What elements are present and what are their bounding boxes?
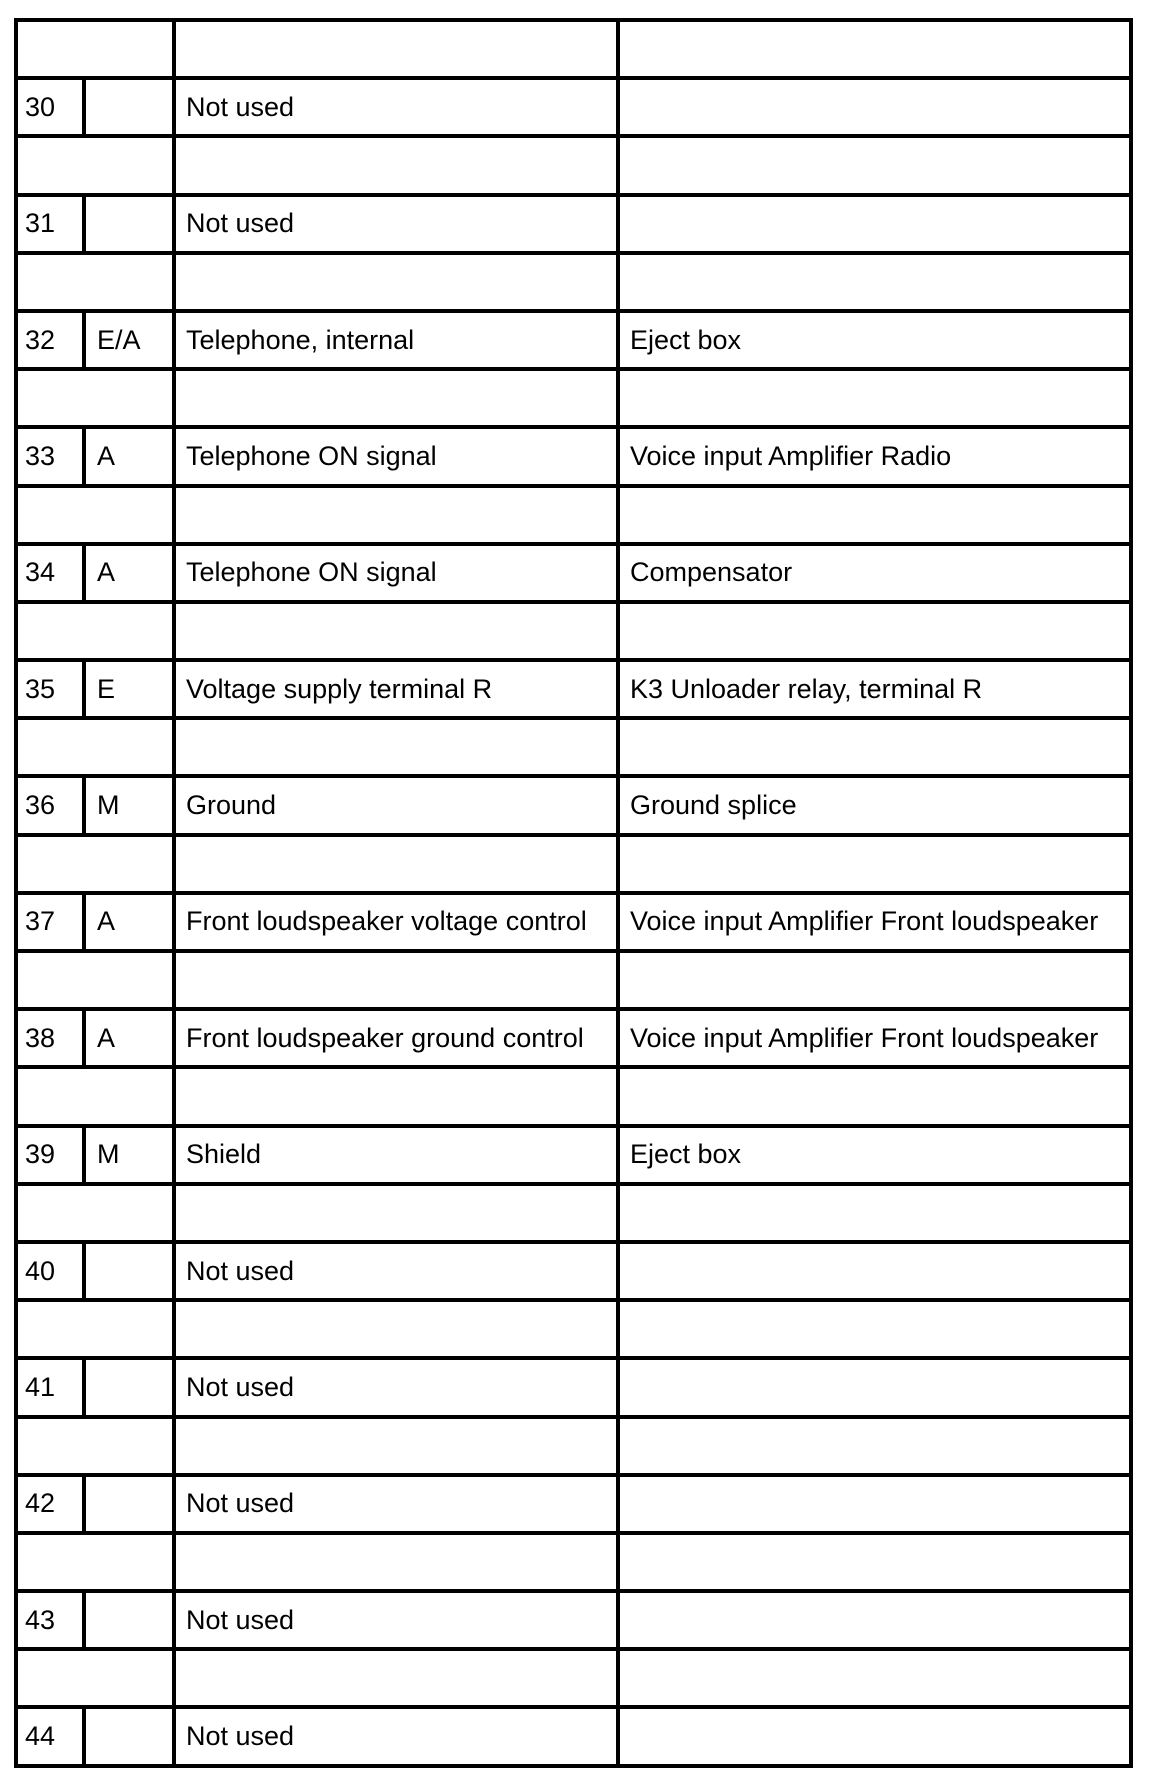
spacer-cell [618, 20, 1131, 78]
pin-destination: Voice input Amplifier Front loudspeaker [618, 893, 1131, 951]
spacer-cell [16, 602, 174, 660]
spacer-cell [618, 1417, 1131, 1475]
spacer-cell [618, 951, 1131, 1009]
pin-function: Not used [174, 1591, 618, 1649]
pin-row-30 [16, 78, 1131, 136]
spacer-cell [16, 1184, 174, 1242]
pin-function: Not used [174, 195, 618, 253]
spacer-cell [174, 1184, 618, 1242]
pin-function: Telephone, internal [174, 311, 618, 369]
pin-destination [618, 195, 1131, 253]
spacer-cell [618, 602, 1131, 660]
pin-destination: Eject box [618, 1126, 1131, 1184]
pin-row-32 [16, 311, 1131, 369]
pin-number: 39 [16, 1126, 84, 1184]
spacer-cell [16, 951, 174, 1009]
spacer-cell [16, 369, 174, 427]
spacer-cell [618, 1300, 1131, 1358]
pin-number: 42 [16, 1475, 84, 1533]
signal-code: E [84, 660, 174, 718]
spacer-row [16, 951, 1131, 1009]
spacer-row [16, 718, 1131, 776]
pin-number: 34 [16, 544, 84, 602]
pin-number: 33 [16, 427, 84, 485]
spacer-cell [16, 136, 174, 194]
pin-function: Telephone ON signal [174, 544, 618, 602]
pin-destination: Ground splice [618, 776, 1131, 834]
signal-code: M [84, 776, 174, 834]
spacer-row [16, 1533, 1131, 1591]
pin-destination [618, 1242, 1131, 1300]
spacer-cell [174, 20, 618, 78]
pin-number: 38 [16, 1009, 84, 1067]
pin-destination [618, 1475, 1131, 1533]
pin-destination: Eject box [618, 311, 1131, 369]
pin-row-36 [16, 776, 1131, 834]
pin-function: Ground [174, 776, 618, 834]
spacer-row [16, 1300, 1131, 1358]
spacer-cell [174, 602, 618, 660]
spacer-cell [618, 1649, 1131, 1707]
signal-code: A [84, 893, 174, 951]
signal-code [84, 78, 174, 136]
spacer-cell [174, 835, 618, 893]
spacer-cell [174, 369, 618, 427]
pin-destination [618, 1591, 1131, 1649]
spacer-cell [174, 1300, 618, 1358]
signal-code [84, 1591, 174, 1649]
signal-code: A [84, 1009, 174, 1067]
pin-number: 35 [16, 660, 84, 718]
spacer-cell [618, 1533, 1131, 1591]
pin-row-35 [16, 660, 1131, 718]
spacer-row [16, 1649, 1131, 1707]
pin-row-40 [16, 1242, 1131, 1300]
spacer-cell [16, 835, 174, 893]
signal-code [84, 1475, 174, 1533]
spacer-row [16, 486, 1131, 544]
spacer-cell [16, 486, 174, 544]
spacer-cell [174, 136, 618, 194]
pin-assignment-table [14, 18, 1133, 1768]
pin-destination [618, 1707, 1131, 1765]
spacer-row [16, 835, 1131, 893]
spacer-row [16, 253, 1131, 311]
signal-code: A [84, 544, 174, 602]
spacer-cell [16, 1300, 174, 1358]
pin-function: Voltage supply terminal R [174, 660, 618, 718]
spacer-cell [16, 20, 174, 78]
spacer-row [16, 602, 1131, 660]
pin-number: 40 [16, 1242, 84, 1300]
spacer-row [16, 20, 1131, 78]
pin-function: Not used [174, 1475, 618, 1533]
spacer-cell [16, 1417, 174, 1475]
pin-row-38 [16, 1009, 1131, 1067]
spacer-row [16, 1184, 1131, 1242]
spacer-row [16, 136, 1131, 194]
spacer-cell [174, 253, 618, 311]
pin-row-39 [16, 1126, 1131, 1184]
spacer-cell [174, 486, 618, 544]
spacer-cell [618, 486, 1131, 544]
signal-code: E/A [84, 311, 174, 369]
signal-code [84, 1707, 174, 1765]
pin-function: Telephone ON signal [174, 427, 618, 485]
pin-number: 30 [16, 78, 84, 136]
spacer-row [16, 1067, 1131, 1125]
signal-code [84, 1242, 174, 1300]
spacer-cell [174, 1417, 618, 1475]
spacer-cell [618, 253, 1131, 311]
spacer-cell [618, 136, 1131, 194]
pin-function: Not used [174, 78, 618, 136]
signal-code: A [84, 427, 174, 485]
spacer-cell [618, 1067, 1131, 1125]
pin-number: 37 [16, 893, 84, 951]
spacer-cell [174, 1533, 618, 1591]
spacer-cell [618, 835, 1131, 893]
spacer-cell [174, 951, 618, 1009]
pin-function: Not used [174, 1707, 618, 1765]
signal-code: M [84, 1126, 174, 1184]
pin-function: Front loudspeaker voltage control [174, 893, 618, 951]
pin-destination [618, 78, 1131, 136]
pin-row-41 [16, 1358, 1131, 1416]
pin-table-body [16, 20, 1131, 1766]
spacer-cell [618, 369, 1131, 427]
spacer-cell [174, 718, 618, 776]
spacer-cell [174, 1067, 618, 1125]
pin-row-43 [16, 1591, 1131, 1649]
pin-function: Shield [174, 1126, 618, 1184]
spacer-row [16, 1417, 1131, 1475]
pin-number: 36 [16, 776, 84, 834]
spacer-row [16, 369, 1131, 427]
pin-row-31 [16, 195, 1131, 253]
spacer-cell [16, 718, 174, 776]
spacer-cell [16, 1649, 174, 1707]
pin-function: Not used [174, 1358, 618, 1416]
pin-number: 32 [16, 311, 84, 369]
pin-number: 44 [16, 1707, 84, 1765]
pin-number: 43 [16, 1591, 84, 1649]
pin-destination: K3 Unloader relay, terminal R [618, 660, 1131, 718]
pin-destination: Voice input Amplifier Front loudspeaker [618, 1009, 1131, 1067]
spacer-cell [16, 253, 174, 311]
signal-code [84, 1358, 174, 1416]
pin-number: 41 [16, 1358, 84, 1416]
spacer-cell [618, 718, 1131, 776]
spacer-cell [16, 1067, 174, 1125]
pin-row-42 [16, 1475, 1131, 1533]
pin-row-33 [16, 427, 1131, 485]
pin-destination: Compensator [618, 544, 1131, 602]
pin-row-34 [16, 544, 1131, 602]
pin-function: Front loudspeaker ground control [174, 1009, 618, 1067]
pin-row-37 [16, 893, 1131, 951]
pin-destination [618, 1358, 1131, 1416]
signal-code [84, 195, 174, 253]
spacer-cell [16, 1533, 174, 1591]
spacer-cell [618, 1184, 1131, 1242]
pin-row-44 [16, 1707, 1131, 1765]
pin-function: Not used [174, 1242, 618, 1300]
pin-destination: Voice input Amplifier Radio [618, 427, 1131, 485]
pin-number: 31 [16, 195, 84, 253]
spacer-cell [174, 1649, 618, 1707]
